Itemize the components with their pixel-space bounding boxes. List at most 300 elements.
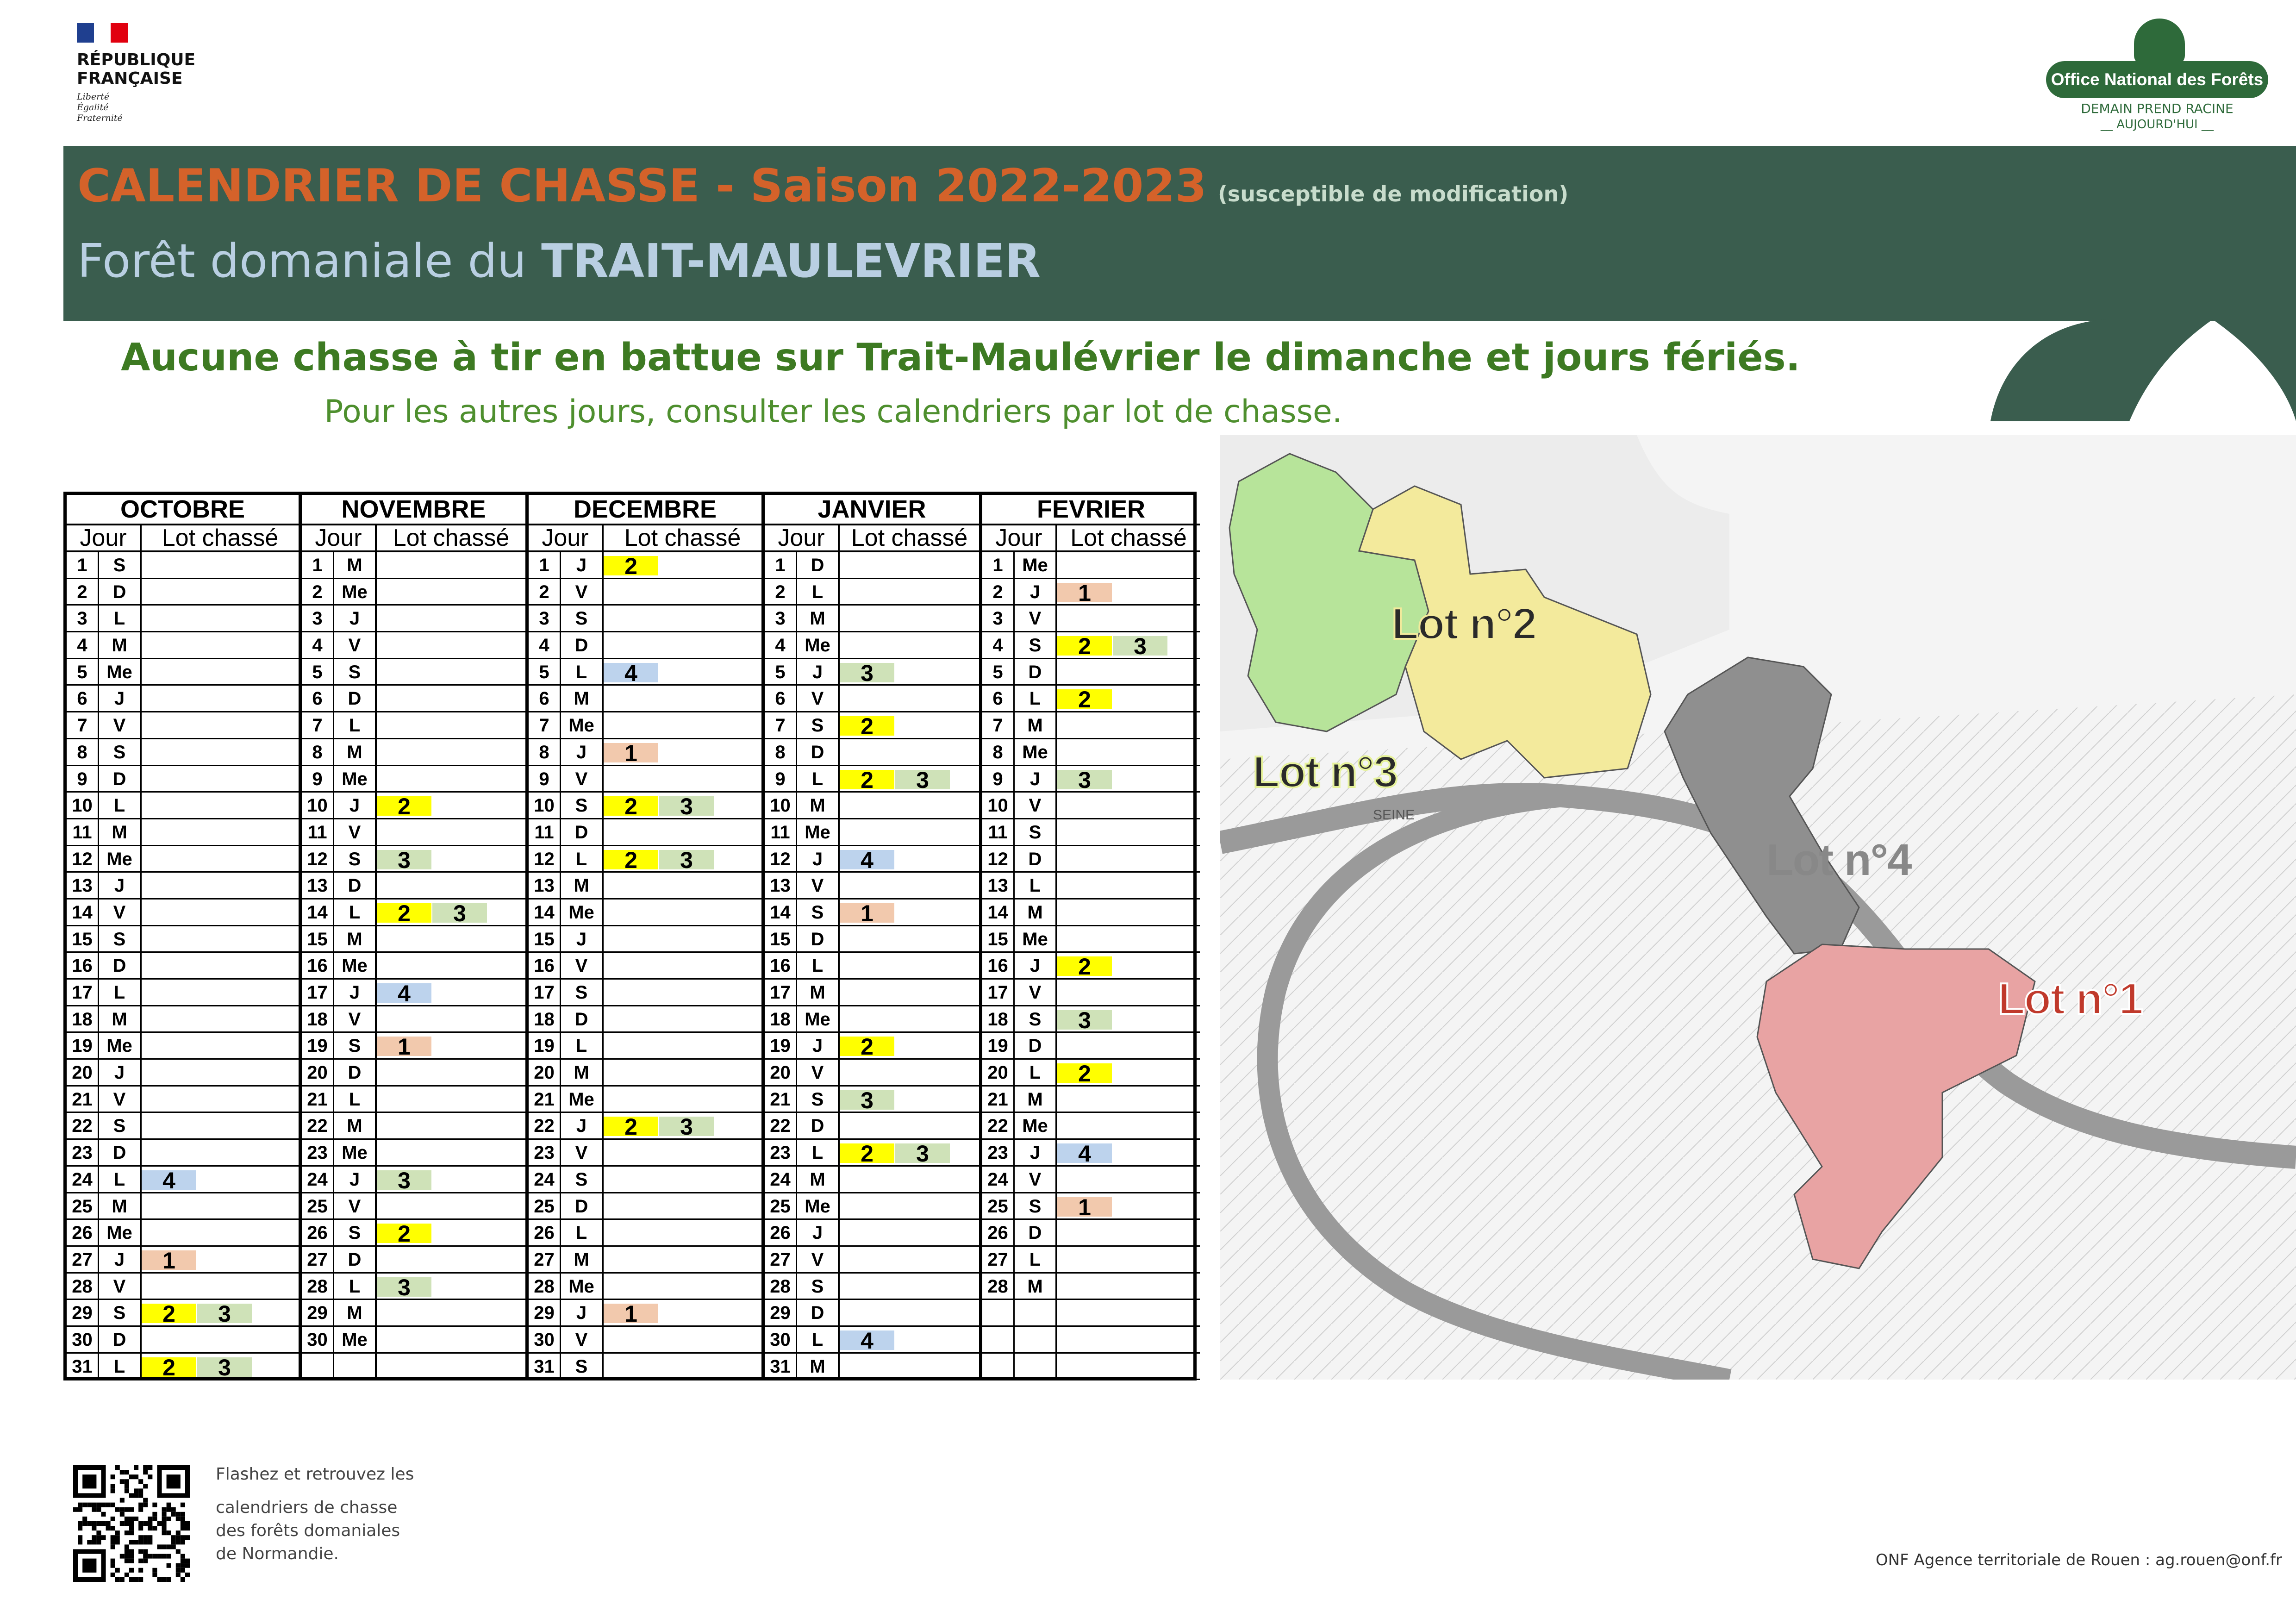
- day-letter: Me: [334, 1327, 377, 1352]
- day-row: [302, 926, 525, 953]
- day-number: 2: [765, 579, 797, 605]
- day-row: [765, 1274, 979, 1300]
- day-row: [529, 739, 761, 766]
- lot-cell: [1057, 1327, 1200, 1352]
- lot-cell: [604, 899, 761, 925]
- day-number: 9: [765, 766, 797, 792]
- lot-cell: [142, 1006, 299, 1032]
- lot-badge: 1: [1057, 583, 1112, 602]
- day-letter: V: [1015, 793, 1057, 818]
- lot-badge: 3: [659, 1117, 714, 1136]
- day-letter: J: [99, 873, 142, 898]
- day-letter: Me: [797, 1006, 840, 1032]
- day-number: 18: [765, 1006, 797, 1032]
- day-letter: V: [334, 1193, 377, 1219]
- day-row: [529, 1193, 761, 1220]
- day-row: [302, 953, 525, 980]
- day-letter: Me: [561, 1274, 604, 1299]
- qr-caption-line3: des forêts domaniales: [216, 1521, 400, 1540]
- day-row: [67, 953, 299, 980]
- lot-cell: [377, 1167, 525, 1192]
- lot-cell: [604, 980, 761, 1005]
- title-note: (susceptible de modification): [1217, 181, 1569, 206]
- day-letter: V: [99, 899, 142, 925]
- day-letter: M: [797, 1354, 840, 1379]
- month-column-0: [67, 495, 302, 1380]
- day-letter: V: [561, 1140, 604, 1165]
- day-letter: L: [797, 1140, 840, 1165]
- lot-cell: [142, 1113, 299, 1138]
- page-title: [77, 160, 1568, 212]
- qr-caption: [216, 1463, 493, 1576]
- day-row: [765, 1113, 979, 1140]
- qr-caption-line1: Flashez et retrouvez les: [216, 1465, 414, 1484]
- lot-cell: [840, 632, 979, 658]
- day-letter: Me: [1015, 1113, 1057, 1138]
- day-row: [765, 846, 979, 873]
- lot-cell: [840, 1247, 979, 1272]
- lot-badge: 4: [1057, 1143, 1112, 1163]
- day-letter: [1015, 1300, 1057, 1325]
- day-row: [529, 712, 761, 739]
- day-row: [982, 1060, 1200, 1087]
- day-row: [765, 1060, 979, 1087]
- day-letter: M: [561, 873, 604, 898]
- day-letter: Me: [561, 1087, 604, 1112]
- day-number: [982, 1327, 1015, 1352]
- day-letter: S: [561, 1167, 604, 1192]
- day-letter: M: [99, 1006, 142, 1032]
- lot-badge: 2: [1057, 636, 1112, 656]
- day-letter: [334, 1354, 377, 1379]
- lot-cell: [604, 926, 761, 952]
- day-letter: D: [797, 1300, 840, 1325]
- lot-cell: [604, 659, 761, 685]
- lot-cell: [377, 1327, 525, 1352]
- qr-code-icon[interactable]: [73, 1465, 190, 1582]
- day-number: 19: [765, 1033, 797, 1058]
- day-row: [982, 793, 1200, 819]
- republique-name-line2: FRANÇAISE: [77, 69, 183, 88]
- day-number: 1: [765, 552, 797, 578]
- day-number: 8: [765, 739, 797, 765]
- day-number: 27: [529, 1247, 561, 1272]
- day-letter: S: [99, 926, 142, 952]
- day-letter: M: [797, 1167, 840, 1192]
- day-letter: [1015, 1354, 1057, 1379]
- day-letter: D: [1015, 846, 1057, 872]
- qr-caption-line4: de Normandie.: [216, 1544, 339, 1563]
- qr-caption-line2: calendriers de chasse: [216, 1498, 398, 1517]
- lot-cell: [1057, 1113, 1200, 1138]
- month-column-3: [765, 495, 982, 1377]
- day-letter: D: [99, 579, 142, 605]
- day-row: [765, 552, 979, 579]
- day-letter: S: [334, 1220, 377, 1245]
- day-row: [302, 1140, 525, 1167]
- day-number: 22: [982, 1113, 1015, 1138]
- lot-cell: [142, 1327, 299, 1352]
- day-number: 6: [529, 686, 561, 711]
- day-letter: M: [334, 552, 377, 578]
- day-number: 28: [67, 1274, 99, 1299]
- day-letter: V: [797, 686, 840, 711]
- lot-cell: [377, 1300, 525, 1325]
- day-row: [765, 873, 979, 899]
- day-letter: V: [561, 579, 604, 605]
- day-letter: D: [99, 766, 142, 792]
- lot-cell: [840, 606, 979, 631]
- lot-cell: [840, 739, 979, 765]
- day-number: 18: [302, 1006, 334, 1032]
- day-row: [765, 1087, 979, 1113]
- decorative-leaf-shape: [1990, 319, 2296, 421]
- day-letter: J: [797, 1220, 840, 1245]
- onf-tagline: DEMAIN PREND RACINE: [2081, 101, 2234, 116]
- day-row: [982, 1167, 1200, 1193]
- day-letter: M: [797, 980, 840, 1005]
- lot-badge: 3: [840, 663, 894, 682]
- day-row: [982, 926, 1200, 953]
- day-row: [67, 632, 299, 659]
- day-row: [982, 1006, 1200, 1033]
- lot-cell: [1057, 552, 1200, 578]
- day-number: 16: [529, 953, 561, 978]
- day-row: [302, 552, 525, 579]
- day-number: 2: [67, 579, 99, 605]
- lot-cell: [1057, 899, 1200, 925]
- lot-badge: 3: [1057, 770, 1112, 789]
- lot-cell: [604, 579, 761, 605]
- day-number: 13: [67, 873, 99, 898]
- day-number: 7: [67, 712, 99, 738]
- lot-cell: [604, 1140, 761, 1165]
- hunting-calendar-table: [63, 492, 1197, 1380]
- lot-badge: 3: [840, 1090, 894, 1110]
- day-number: 8: [529, 739, 561, 765]
- day-letter: M: [561, 1247, 604, 1272]
- day-number: 15: [302, 926, 334, 952]
- day-number: 25: [982, 1193, 1015, 1219]
- day-number: 22: [765, 1113, 797, 1138]
- day-row: [765, 953, 979, 980]
- day-letter: D: [561, 632, 604, 658]
- day-number: 2: [529, 579, 561, 605]
- day-number: 30: [765, 1327, 797, 1352]
- day-row: [529, 579, 761, 606]
- page-subtitle: [77, 234, 1041, 288]
- forest-name: TRAIT-MAULEVRIER: [541, 234, 1041, 288]
- lot-cell: [142, 1167, 299, 1192]
- day-letter: V: [561, 1327, 604, 1352]
- lot-cell: [1057, 1193, 1200, 1219]
- onf-name: Office National des Forêts: [2046, 61, 2268, 98]
- day-letter: M: [1015, 712, 1057, 738]
- day-letter: Me: [561, 899, 604, 925]
- day-letter: J: [561, 739, 604, 765]
- day-number: 20: [982, 1060, 1015, 1085]
- day-number: 14: [67, 899, 99, 925]
- lot-cell: [1057, 686, 1200, 711]
- day-letter: M: [334, 926, 377, 952]
- lot1-label: Lot n°1: [1998, 974, 2143, 1024]
- lot-cell: [142, 953, 299, 978]
- day-number: 12: [529, 846, 561, 872]
- day-letter: S: [334, 659, 377, 685]
- lot-cell: [840, 953, 979, 978]
- lot-cell: [604, 1274, 761, 1299]
- day-row: [67, 739, 299, 766]
- republique-francaise-logo: [77, 23, 216, 134]
- day-number: 13: [302, 873, 334, 898]
- day-letter: Me: [334, 579, 377, 605]
- lot-cell: [604, 1006, 761, 1032]
- lot-cell: [1057, 953, 1200, 978]
- lot-cell: [604, 766, 761, 792]
- day-number: 23: [302, 1140, 334, 1165]
- day-row: [765, 1354, 979, 1380]
- month-column-2: [529, 495, 765, 1377]
- day-letter: M: [561, 1060, 604, 1085]
- day-number: 25: [529, 1193, 561, 1219]
- day-row: [302, 766, 525, 793]
- day-number: 6: [982, 686, 1015, 711]
- lot-cell: [142, 846, 299, 872]
- day-number: 4: [302, 632, 334, 658]
- lot-cell: [604, 1247, 761, 1272]
- day-row: [982, 846, 1200, 873]
- lot-column-header: Lot chassé: [162, 525, 279, 551]
- lot-cell: [840, 712, 979, 738]
- day-row: [765, 606, 979, 632]
- day-row: [529, 1006, 761, 1033]
- day-number: 8: [302, 739, 334, 765]
- lot-cell: [604, 632, 761, 658]
- lot-cell: [142, 1060, 299, 1085]
- day-number: 10: [765, 793, 797, 818]
- day-row: [67, 1006, 299, 1033]
- column-headers: [302, 525, 525, 552]
- lot-cell: [142, 1300, 299, 1325]
- day-letter: J: [561, 1113, 604, 1138]
- lot-badge: 3: [377, 850, 431, 869]
- lot-cell: [604, 1327, 761, 1352]
- day-row: [302, 1060, 525, 1087]
- day-number: 22: [529, 1113, 561, 1138]
- day-row: [765, 899, 979, 926]
- lot-cell: [142, 1193, 299, 1219]
- day-row: [529, 1140, 761, 1167]
- day-row: [302, 606, 525, 632]
- lot-cell: [1057, 926, 1200, 952]
- day-number: 26: [982, 1220, 1015, 1245]
- day-letter: J: [561, 1300, 604, 1325]
- lot-cell: [142, 926, 299, 952]
- day-row: [529, 1354, 761, 1380]
- day-letter: Me: [797, 632, 840, 658]
- day-letter: V: [99, 712, 142, 738]
- day-letter: Me: [1015, 739, 1057, 765]
- day-number: 22: [302, 1113, 334, 1138]
- lot-column-header: Lot chassé: [851, 525, 968, 551]
- day-letter: S: [99, 1300, 142, 1325]
- day-letter: M: [797, 793, 840, 818]
- day-row: [529, 552, 761, 579]
- day-letter: S: [561, 606, 604, 631]
- day-letter: J: [797, 846, 840, 872]
- day-letter: D: [797, 1113, 840, 1138]
- day-number: 11: [982, 819, 1015, 845]
- lot-cell: [142, 980, 299, 1005]
- lot-cell: [1057, 739, 1200, 765]
- day-letter: D: [99, 1327, 142, 1352]
- day-row: [67, 793, 299, 819]
- day-number: 24: [529, 1167, 561, 1192]
- day-letter: J: [1015, 579, 1057, 605]
- day-number: 21: [765, 1087, 797, 1112]
- day-letter: V: [99, 1274, 142, 1299]
- lot-cell: [142, 1087, 299, 1112]
- lot-cell: [377, 899, 525, 925]
- lot-badge: 3: [659, 850, 714, 869]
- day-row: [529, 1300, 761, 1327]
- day-letter: V: [334, 1006, 377, 1032]
- day-letter: L: [99, 980, 142, 1005]
- day-row: [302, 1327, 525, 1354]
- notice-secondary: Pour les autres jours, consulter les calendriers par lot de chasse.: [324, 394, 1342, 430]
- day-number: 22: [67, 1113, 99, 1138]
- notice-main: Aucune chasse à tir en battue sur Trait-Maulévrier le dimanche et jours fériés.: [121, 336, 1800, 380]
- day-number: 27: [302, 1247, 334, 1272]
- day-row: [765, 1033, 979, 1060]
- lot-cell: [377, 1140, 525, 1165]
- motto-fraternite: Fraternité: [77, 113, 123, 123]
- day-number: 20: [67, 1060, 99, 1085]
- day-row: [982, 1300, 1200, 1327]
- day-row: [982, 1274, 1200, 1300]
- day-row: [67, 926, 299, 953]
- lot-badge: 1: [377, 1037, 431, 1056]
- day-number: 15: [529, 926, 561, 952]
- day-row: [302, 1220, 525, 1247]
- day-row: [302, 579, 525, 606]
- day-number: 30: [302, 1327, 334, 1352]
- lot-cell: [377, 1006, 525, 1032]
- day-letter: L: [1015, 873, 1057, 898]
- lot-cell: [840, 1113, 979, 1138]
- day-letter: V: [1015, 1167, 1057, 1192]
- day-number: 4: [67, 632, 99, 658]
- lot-badge: 3: [895, 1143, 950, 1163]
- day-row: [982, 1327, 1200, 1354]
- day-number: 29: [529, 1300, 561, 1325]
- lot-cell: [142, 686, 299, 711]
- day-row: [67, 1140, 299, 1167]
- lot-cell: [840, 793, 979, 818]
- day-letter: D: [334, 1060, 377, 1085]
- lot-badge: 3: [895, 770, 950, 789]
- day-row: [529, 686, 761, 712]
- day-number: 29: [67, 1300, 99, 1325]
- month-header: OCTOBRE: [67, 495, 299, 525]
- day-row: [302, 980, 525, 1006]
- day-number: 3: [302, 606, 334, 631]
- lot-cell: [377, 1247, 525, 1272]
- day-row: [982, 980, 1200, 1006]
- day-number: 10: [67, 793, 99, 818]
- day-number: 14: [529, 899, 561, 925]
- day-number: 18: [982, 1006, 1015, 1032]
- lot-cell: [1057, 579, 1200, 605]
- lot-cell: [142, 899, 299, 925]
- lot-column-header: Lot chassé: [624, 525, 741, 551]
- day-number: 17: [302, 980, 334, 1005]
- day-row: [982, 1193, 1200, 1220]
- column-headers: [765, 525, 979, 552]
- day-letter: L: [561, 659, 604, 685]
- lot-cell: [604, 686, 761, 711]
- lot-cell: [1057, 632, 1200, 658]
- day-letter: L: [1015, 1247, 1057, 1272]
- lot-cell: [604, 712, 761, 738]
- day-number: 8: [67, 739, 99, 765]
- day-number: 5: [302, 659, 334, 685]
- day-row: [982, 632, 1200, 659]
- day-letter: D: [561, 819, 604, 845]
- day-row: [529, 953, 761, 980]
- day-number: 21: [67, 1087, 99, 1112]
- lot-badge: 2: [604, 556, 658, 575]
- day-number: 12: [982, 846, 1015, 872]
- lot-cell: [840, 899, 979, 925]
- day-number: 17: [529, 980, 561, 1005]
- day-letter: L: [334, 899, 377, 925]
- day-row: [67, 606, 299, 632]
- forest-map: [1220, 435, 2296, 1380]
- day-row: [67, 873, 299, 899]
- lot-cell: [142, 712, 299, 738]
- day-row: [765, 739, 979, 766]
- lot-badge: 2: [604, 850, 658, 869]
- day-row: [302, 1167, 525, 1193]
- day-row: [302, 1193, 525, 1220]
- day-letter: D: [334, 1247, 377, 1272]
- lot-cell: [1057, 1087, 1200, 1112]
- month-column-1: [302, 495, 529, 1377]
- lot-cell: [604, 1087, 761, 1112]
- day-letter: S: [334, 846, 377, 872]
- day-letter: L: [561, 1220, 604, 1245]
- lot-cell: [1057, 659, 1200, 685]
- day-number: 6: [67, 686, 99, 711]
- lot-cell: [840, 1327, 979, 1352]
- day-row: [302, 1247, 525, 1274]
- day-row: [529, 873, 761, 899]
- lot-cell: [1057, 1354, 1200, 1379]
- day-letter: J: [1015, 1140, 1057, 1165]
- day-number: 30: [529, 1327, 561, 1352]
- day-row: [529, 1274, 761, 1300]
- day-letter: S: [797, 1274, 840, 1299]
- day-letter: V: [334, 819, 377, 845]
- day-row: [765, 712, 979, 739]
- day-number: 23: [529, 1140, 561, 1165]
- day-row: [982, 1033, 1200, 1060]
- lot-badge: 3: [197, 1304, 252, 1323]
- lot-cell: [1057, 793, 1200, 818]
- day-number: 24: [302, 1167, 334, 1192]
- day-letter: V: [797, 1247, 840, 1272]
